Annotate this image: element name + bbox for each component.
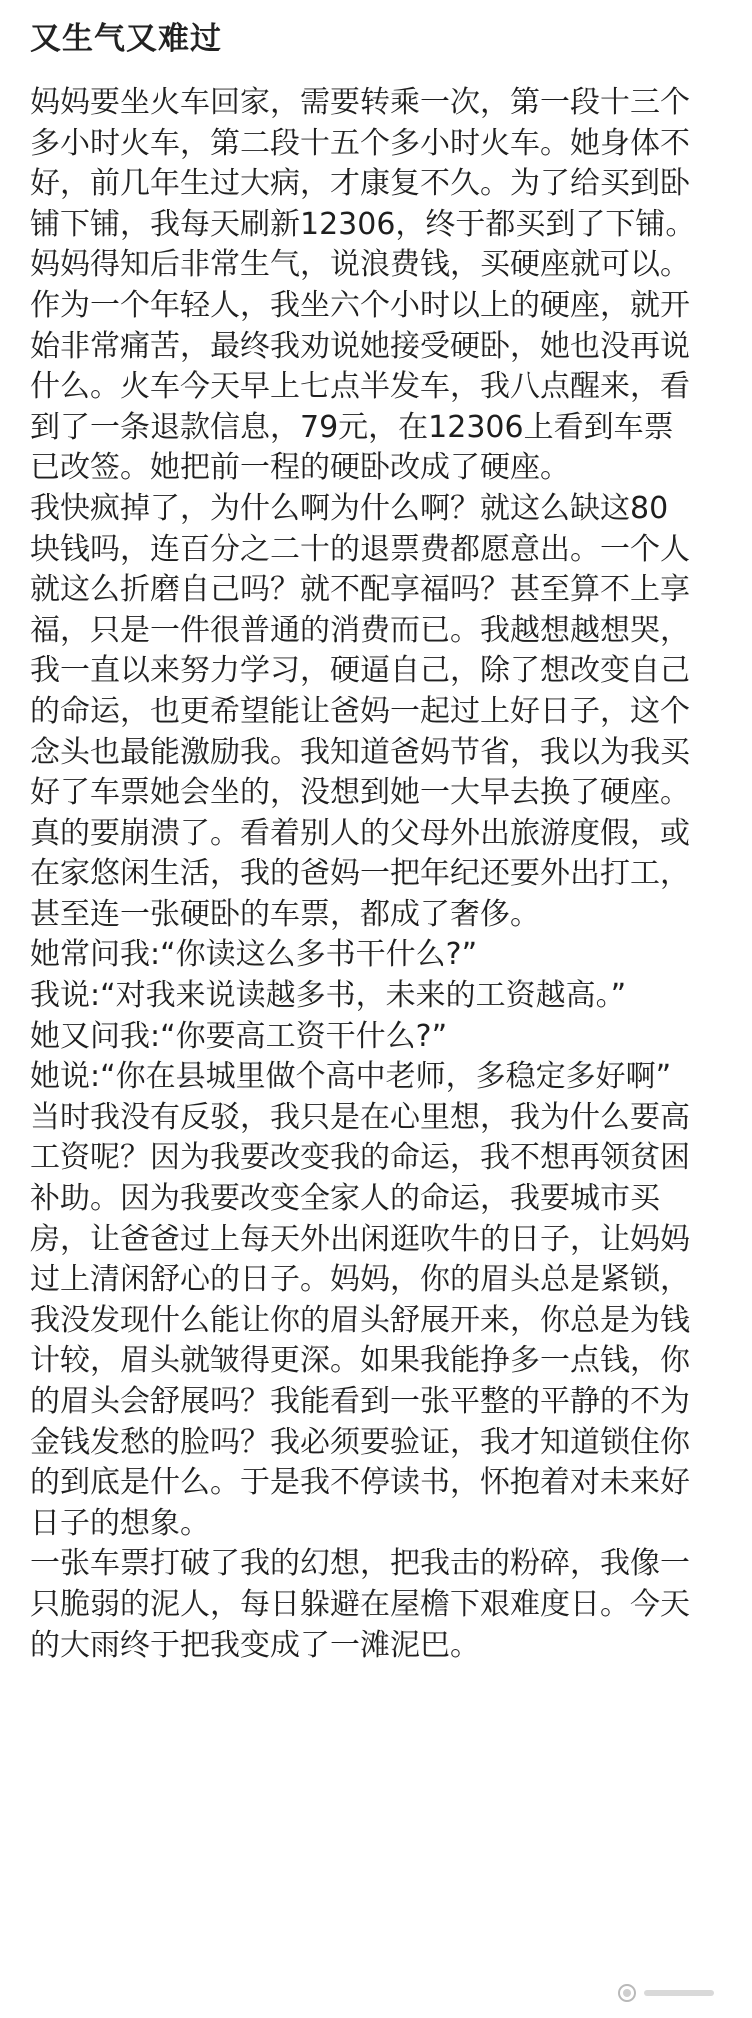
text-line: 一张车票打破了我的幻想，把我击的粉碎，我像一 — [30, 1546, 690, 1582]
text-line: 始非常痛苦，最终我劝说她接受硬卧，她也没再说 — [30, 328, 690, 364]
text-line: 妈妈得知后非常生气，说浪费钱，买硬座就可以。 — [30, 247, 690, 283]
text-line: 好，前几年生过大病，才康复不久。为了给买到卧 — [30, 166, 690, 202]
text-line: 我一直以来努力学习，硬逼自己，除了想改变自己 — [30, 653, 690, 689]
watermark — [608, 1978, 724, 2008]
text-line: 真的要崩溃了。看着别人的父母外出旅游度假，或 — [30, 815, 690, 851]
text-line: 念头也最能激励我。我知道爸妈节省，我以为我买 — [30, 734, 690, 770]
text-line: 日子的想象。 — [30, 1505, 210, 1541]
text-line: 过上清闲舒心的日子。妈妈，你的眉头总是紧锁， — [30, 1262, 690, 1298]
text-line: 补助。因为我要改变全家人的命运，我要城市买 — [30, 1181, 660, 1217]
article-body — [30, 83, 730, 1666]
text-line: 只脆弱的泥人，每日躲避在屋檐下艰难度日。今天 — [30, 1586, 690, 1622]
page-title: 又生气又难过 — [30, 21, 222, 57]
text-line: 到了一条退款信息，79元，在12306上看到车票 — [30, 409, 674, 445]
text-line: 她说:“你在县城里做个高中老师，多稳定多好啊” — [30, 1059, 672, 1095]
text-line: 的大雨终于把我变成了一滩泥巴。 — [30, 1627, 480, 1663]
text-line: 在家悠闲生活，我的爸妈一把年纪还要外出打工， — [30, 856, 690, 892]
text-line: 的到底是什么。于是我不停读书，怀抱着对未来好 — [30, 1465, 690, 1501]
text-line: 作为一个年轻人，我坐六个小时以上的硬座，就开 — [30, 287, 690, 323]
text-line: 工资呢？因为我要改变我的命运，我不想再领贫困 — [30, 1140, 690, 1176]
text-line: 好了车票她会坐的，没想到她一大早去换了硬座。 — [30, 775, 690, 811]
text-line: 多小时火车，第二段十五个多小时火车。她身体不 — [30, 125, 690, 161]
text-line: 我快疯掉了，为什么啊为什么啊？就这么缺这80 — [30, 490, 669, 526]
text-line: 房，让爸爸过上每天外出闲逛吹牛的日子，让妈妈 — [30, 1221, 690, 1257]
text-line: 我说:“对我来说读越多书，未来的工资越高。” — [30, 978, 627, 1014]
text-line: 当时我没有反驳，我只是在心里想，我为什么要高 — [30, 1099, 690, 1135]
text-line: 甚至连一张硬卧的车票，都成了奢侈。 — [30, 896, 540, 932]
text-line: 福，只是一件很普通的消费而已。我越想越想哭， — [30, 612, 690, 648]
text-line: 她又问我:“你要高工资干什么?” — [30, 1018, 448, 1054]
text-line: 的命运，也更希望能让爸妈一起过上好日子，这个 — [30, 693, 690, 729]
text-line: 我没发现什么能让你的眉头舒展开来，你总是为钱 — [30, 1302, 690, 1338]
text-line: 铺下铺，我每天刷新12306，终于都买到了下铺。 — [30, 206, 696, 242]
text-line: 已改签。她把前一程的硬卧改成了硬座。 — [30, 450, 570, 486]
text-line: 块钱吗，连百分之二十的退票费都愿意出。一个人 — [30, 531, 690, 567]
text-line: 什么。火车今天早上七点半发车，我八点醒来，看 — [30, 369, 690, 405]
text-line: 她常问我:“你读这么多书干什么?” — [30, 937, 478, 973]
text-line: 金钱发愁的脸吗？我必须要验证，我才知道锁住你 — [30, 1424, 690, 1460]
text-line: 就这么折磨自己吗？就不配享福吗？甚至算不上享 — [30, 572, 690, 608]
watermark-logo-icon — [618, 1984, 636, 2002]
text-line: 的眉头会舒展吗？我能看到一张平整的平静的不为 — [30, 1384, 690, 1419]
text-line: 妈妈要坐火车回家，需要转乘一次，第一段十三个 — [30, 85, 690, 120]
watermark-text-blur — [644, 1990, 714, 1996]
text-line: 计较，眉头就皱得更深。如果我能挣多一点钱，你 — [30, 1343, 690, 1379]
